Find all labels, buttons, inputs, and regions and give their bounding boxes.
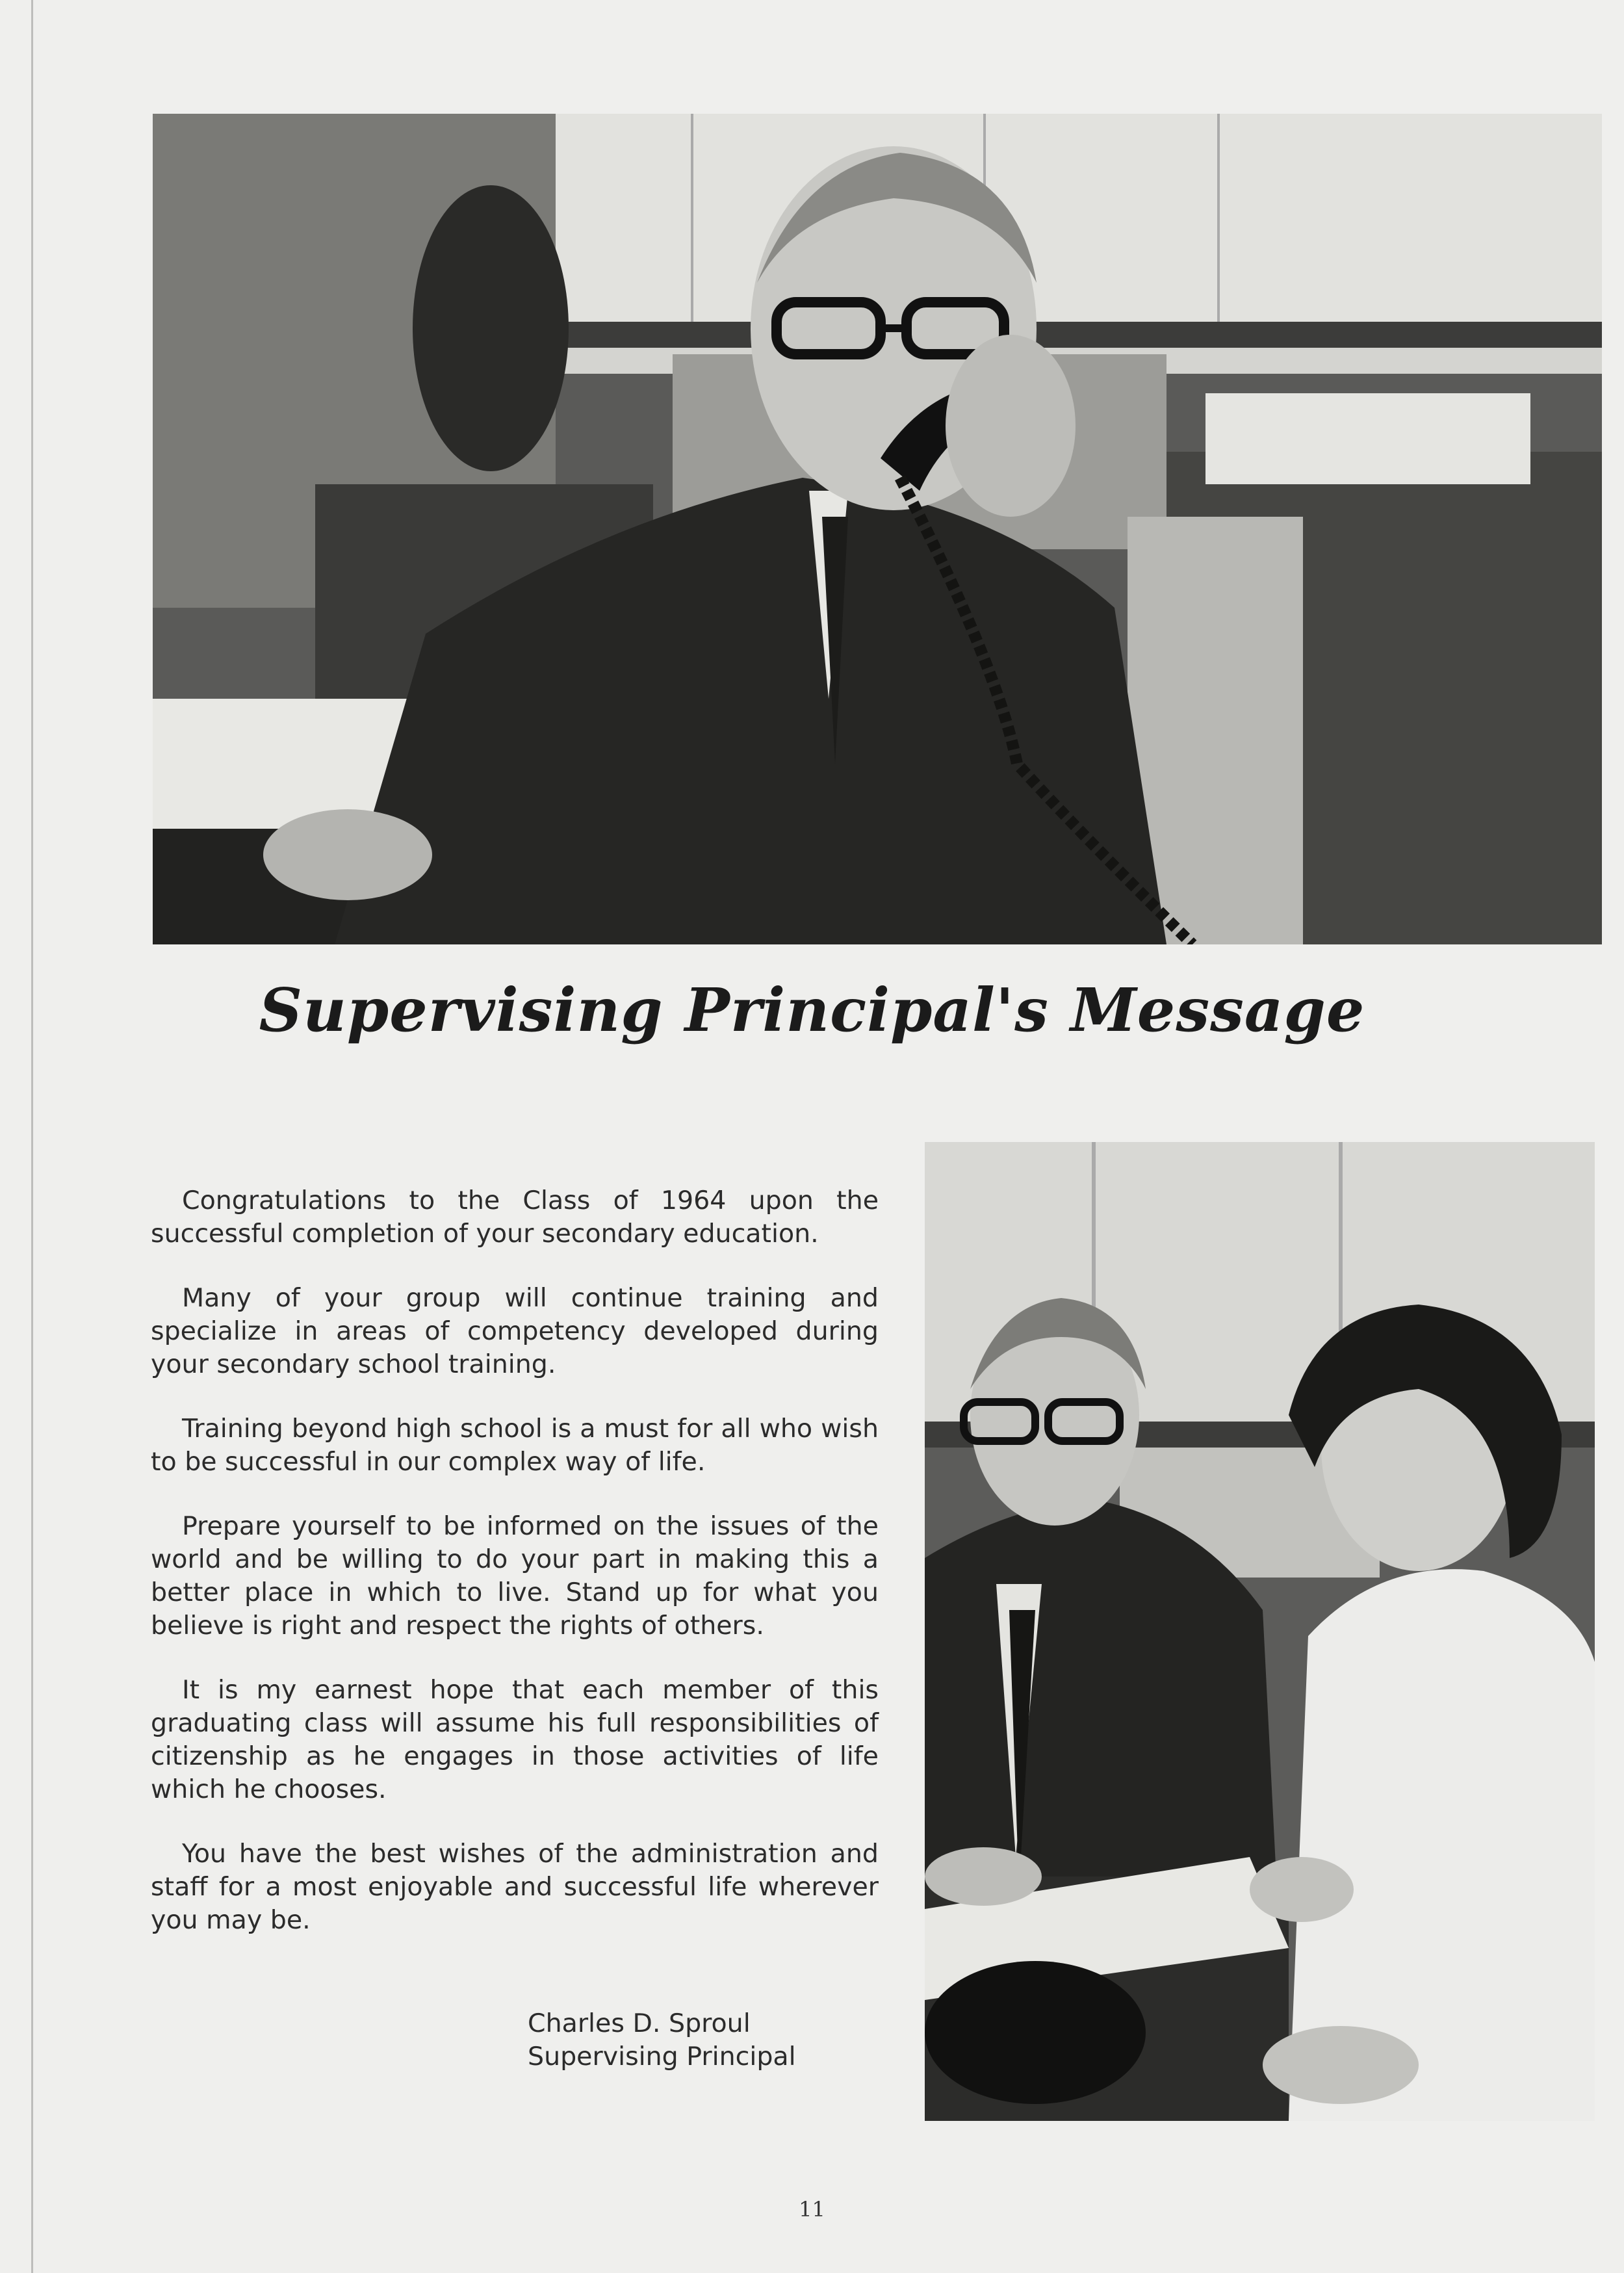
letter-paragraph: Training beyond high school is a must for all who wish to be successful in our complex way of life. bbox=[151, 1414, 879, 1477]
page-number: 11 bbox=[799, 2197, 825, 2222]
page-title: Supervising Principal's Message bbox=[259, 975, 1365, 1045]
principal-with-secretary-photo bbox=[925, 1142, 1595, 2121]
signature-title: Supervising Principal bbox=[528, 2042, 796, 2072]
letter-paragraph: Many of your group will continue training and specialize in areas of competency developed during your secondary school training. bbox=[151, 1283, 879, 1379]
signature-name: Charles D. Sproul bbox=[528, 2008, 751, 2038]
principal-on-phone-photo bbox=[153, 114, 1602, 944]
letter-paragraph: Prepare yourself to be informed on the issues of the world and be willing to do your part in making this a better place in which to live. Stand up for what you believe is right and respect the rights of others. bbox=[151, 1511, 879, 1641]
page-binding-edge bbox=[31, 0, 33, 2273]
signature-block bbox=[528, 2007, 796, 2073]
photo-top-illustration bbox=[153, 114, 1602, 944]
letter-paragraph: You have the best wishes of the administration and staff for a most enjoyable and successful life wherever you may be. bbox=[151, 1839, 879, 1935]
photo-bottom-illustration bbox=[925, 1142, 1595, 2121]
letter-paragraph: Congratulations to the Class of 1964 upon the successful completion of your secondary education. bbox=[151, 1186, 879, 1249]
principal-letter bbox=[151, 1184, 879, 1968]
letter-paragraph: It is my earnest hope that each member of this graduating class will assume his full responsibilities of citizenship as he engages in those activities of life which he chooses. bbox=[151, 1675, 879, 1804]
